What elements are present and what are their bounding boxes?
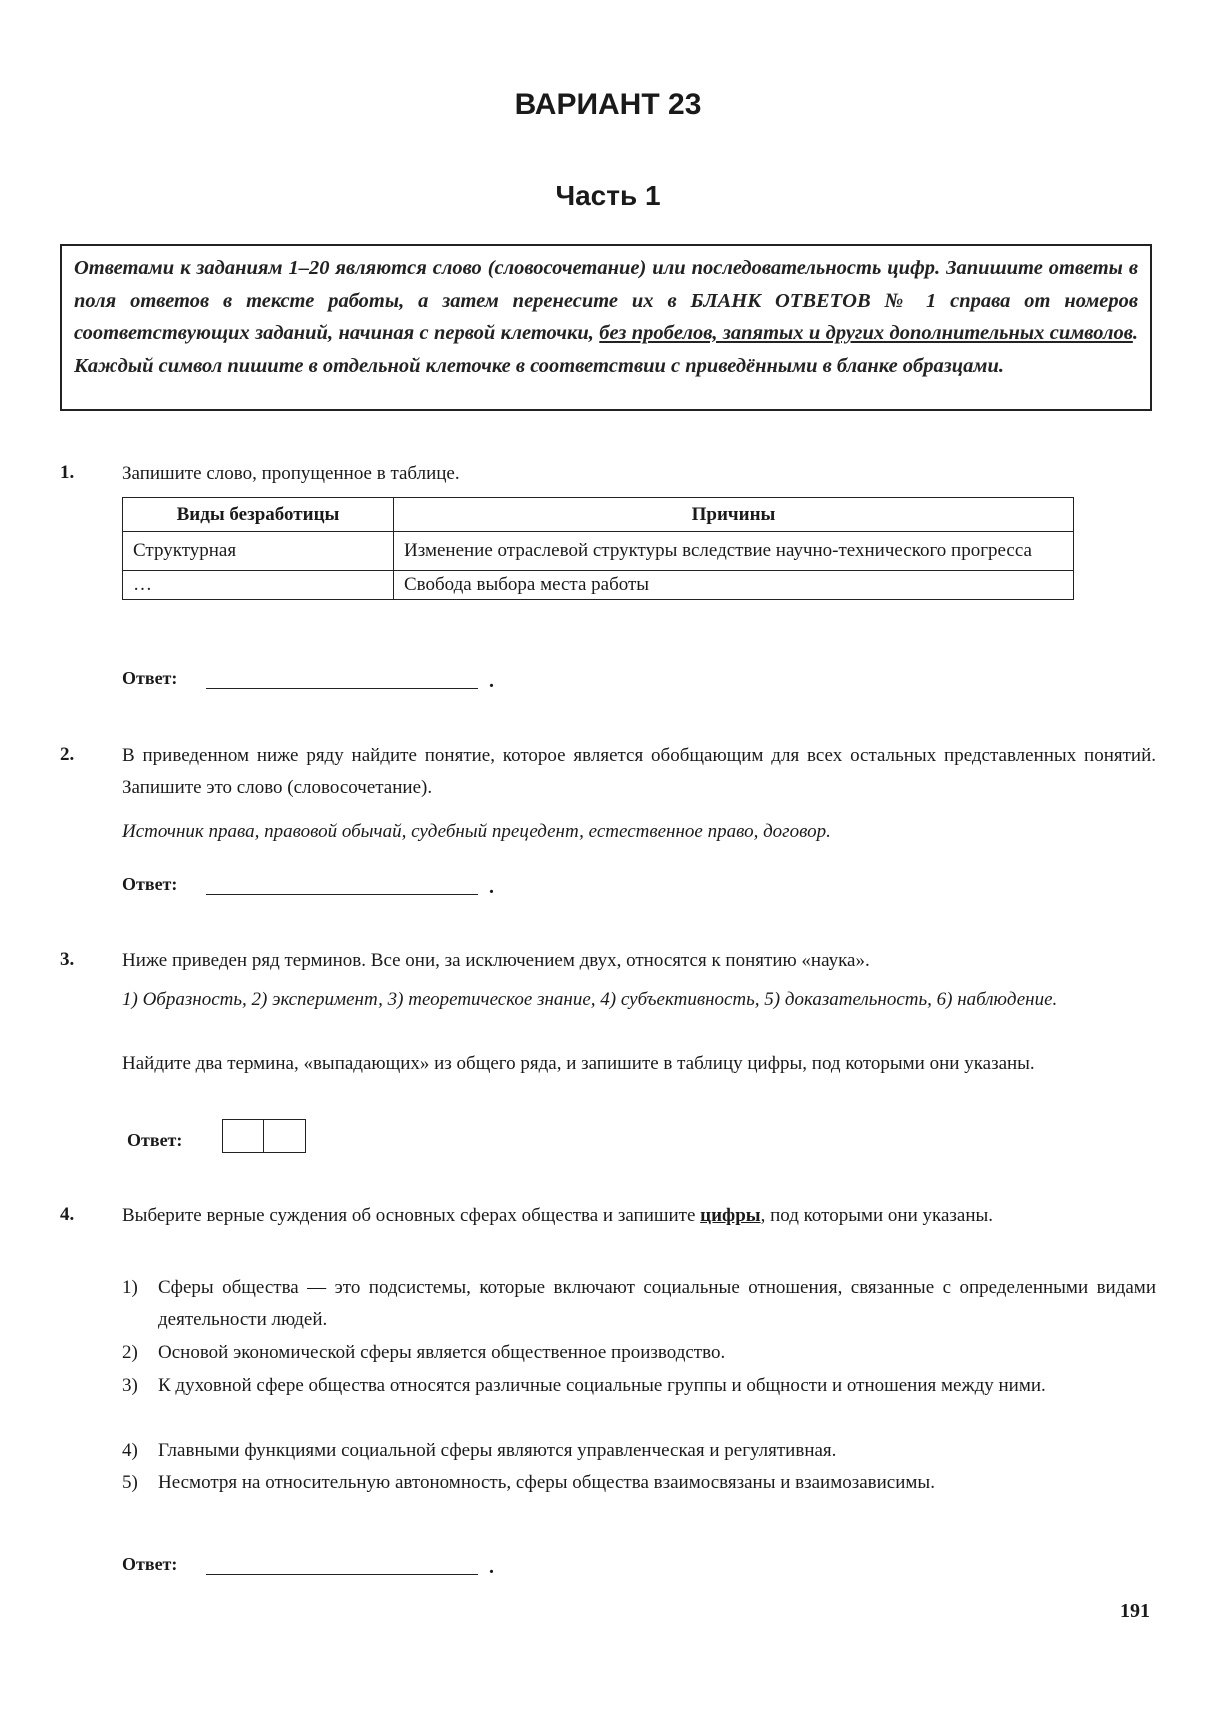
q1-answer-dot: .: [489, 670, 494, 692]
instructions-box: [60, 244, 1152, 411]
q4-text: [122, 1200, 1156, 1232]
list-item: [122, 1370, 1156, 1402]
q4-text-end: , под которыми они указаны.: [760, 1205, 994, 1226]
q2-text: В приведенном ниже ряду найдите понятие, которое является обобщающим для всех остальных представленных понятий. Запишите это слово (словосочетание).: [122, 745, 1156, 798]
q2-answer-label: Ответ:: [122, 874, 178, 894]
list-item: [122, 1337, 1156, 1369]
table-cell: Изменение отраслевой структуры вследствие научно-технического прогресса: [394, 532, 1074, 571]
table-row: [123, 532, 1074, 571]
q3-number: 3.: [60, 949, 75, 970]
table-cell: Структурная: [123, 532, 394, 571]
option-text: Главными функциями социальной сферы являются управленческая и регулятивная.: [158, 1440, 837, 1461]
list-item: [122, 1435, 1156, 1467]
q4-answer-label: Ответ:: [122, 1554, 178, 1574]
option-text: Основой экономической сферы является общественное производство.: [158, 1342, 726, 1363]
q1-number: 1.: [60, 462, 75, 483]
page-number: 191: [1120, 1600, 1150, 1622]
instructions-text-end: . Каждый символ пишите в отдельной клеточке в соответствии с приведёнными в бланке образцами.: [74, 322, 1138, 377]
q3-instruction: Найдите два термина, «выпадающих» из общего ряда, и запишите в таблицу цифры, под которыми они указаны.: [122, 1053, 1035, 1074]
q2-series: Источник права, правовой обычай, судебный прецедент, естественное право, договор.: [122, 821, 831, 842]
q3-answer-cell[interactable]: [222, 1119, 264, 1153]
option-number: 1): [122, 1277, 138, 1298]
q3-answer-boxes: [222, 1119, 306, 1153]
q3-answer-label: Ответ:: [127, 1130, 183, 1150]
variant-title: ВАРИАНТ 23: [514, 88, 702, 121]
q4-answer-dot: .: [489, 1556, 494, 1578]
table-header-row: [123, 498, 1074, 532]
table-cell: Свобода выбора места работы: [394, 571, 1074, 600]
table-header: Виды безработицы: [123, 498, 394, 532]
q2-answer-field[interactable]: [206, 894, 478, 895]
q4-text-emphasis: цифры: [700, 1205, 761, 1226]
q4-answer-field[interactable]: [206, 1574, 478, 1575]
q1-table: [122, 497, 1074, 600]
option-number: 4): [122, 1440, 138, 1461]
option-text: К духовной сфере общества относятся различные социальные группы и общности и отношения между ними.: [158, 1375, 1046, 1396]
q3-terms: 1) Образность, 2) эксперимент, 3) теоретическое знание, 4) субъективность, 5) доказательность, 6) наблюдение.: [122, 989, 1058, 1010]
option-text: Сферы общества — это подсистемы, которые включают социальные отношения, связанные с определенными видами деятельности людей.: [158, 1277, 1156, 1330]
table-header: Причины: [394, 498, 1074, 532]
q2-answer-dot: .: [489, 876, 494, 898]
list-item: [122, 1272, 1156, 1336]
option-number: 2): [122, 1342, 138, 1363]
instructions-text: Ответами к заданиям 1–20 являются слово (словосочетание) или последовательность цифр. Запишите ответы в поля ответов в тексте работы, а затем перенесите их в БЛАНК ОТВЕТОВ № 1 справа от номеров соответствующих заданий, начиная с первой клеточки,: [74, 257, 1138, 344]
list-item: [122, 1467, 1156, 1499]
table-row: [123, 571, 1074, 600]
q2-number: 2.: [60, 744, 75, 765]
option-number: 5): [122, 1472, 138, 1493]
q4-text-start: Выберите верные суждения об основных сферах общества и запишите: [122, 1205, 701, 1226]
option-text: Несмотря на относительную автономность, сферы общества взаимосвязаны и взаимозависимы.: [158, 1472, 935, 1493]
q3-text: Ниже приведен ряд терминов. Все они, за исключением двух, относятся к понятию «наука».: [122, 950, 870, 971]
q4-number: 4.: [60, 1204, 75, 1225]
q1-answer-label: Ответ:: [122, 668, 178, 688]
table-cell-missing: …: [123, 571, 394, 600]
q1-text: Запишите слово, пропущенное в таблице.: [122, 463, 460, 484]
part-title: Часть 1: [555, 180, 661, 211]
instructions-underlined: без пробелов, запятых и других дополнительных символов: [599, 322, 1133, 344]
q1-answer-field[interactable]: [206, 688, 478, 689]
option-number: 3): [122, 1375, 138, 1396]
q3-answer-cell[interactable]: [264, 1119, 306, 1153]
